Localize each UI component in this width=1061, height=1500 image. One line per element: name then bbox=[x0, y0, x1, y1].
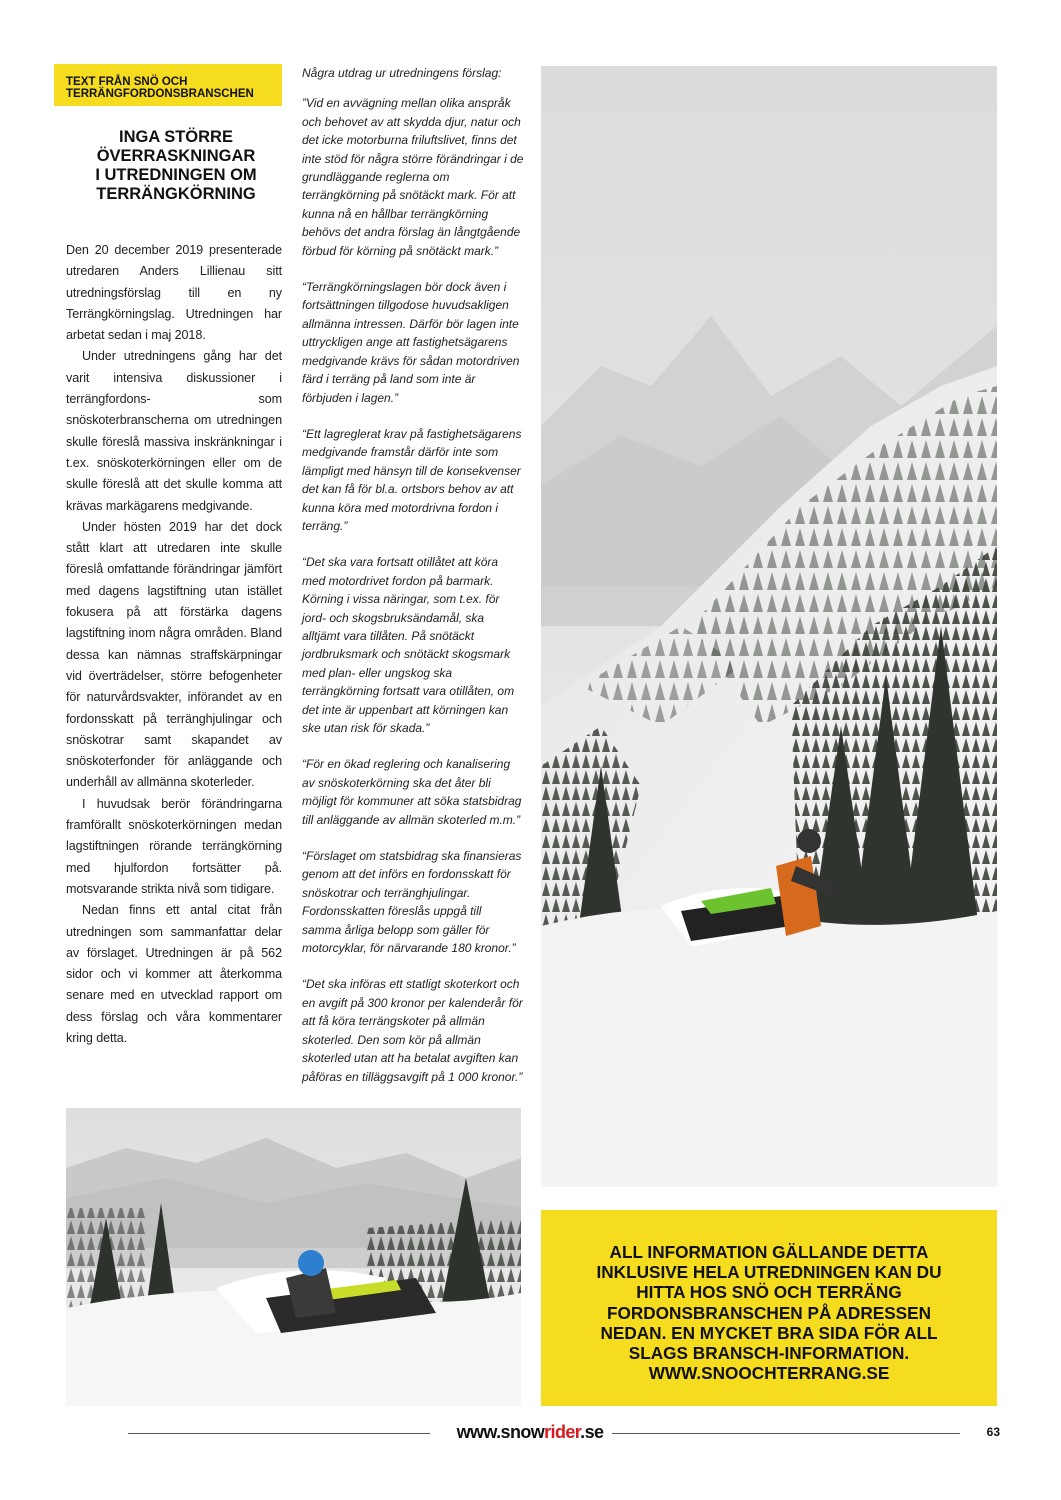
section-tag bbox=[54, 64, 282, 106]
brand-suffix: .se bbox=[580, 1422, 604, 1442]
quote-paragraph: “Det ska vara fortsatt otillåtet att köra med motordrivet fordon på barmark. Körning i vissa näringar, som t.ex. för jord- och skogsbruksändamål, ska alltjämt vara tillåten. På snötäckt jordbruksmark och snötäckt skogsmark med plan- eller ungskog ska terrängkörning fortsatt vara otillåten, om det inte är uppenbart att körningen kan ske utan risk för skada.” bbox=[302, 555, 515, 735]
section-tag-line-1: TEXT FRÅN SNÖ OCH bbox=[66, 76, 188, 88]
quotes-intro: Några utdrag ur utredningens förslag: bbox=[302, 66, 502, 80]
info-callout-text: ALL INFORMATION GÄLLANDE DETTA INKLUSIVE HELA UTREDNINGEN KAN DU HITTA HOS SNÖ OCH TERRÄNG FORDONSBRANSCHEN PÅ ADRESSEN NEDAN. EN MYCKET BRA SIDA FÖR ALL SLAGS BRANSCH-INFORMATION. WWW.SNOOCHTERRANG.SE bbox=[596, 1242, 942, 1384]
article-body bbox=[66, 240, 282, 1049]
headline-line-1: INGA STÖRRE bbox=[119, 128, 233, 146]
body-paragraph: Under hösten 2019 har det dock stått klart att utredaren inte skulle föreslå omfattande förändringar jämfört med dagens lagstiftning utan istället fokusera på att förstärka dagens lagstiftning inom några områden. Bland dessa kan nämnas straffskärpningar vid överträdelser, större befogenheter för naturvårdsvakter, införandet av en fordonsskatt på terränghjulingar och snöskotrar samt skapandet av snöskoterfonder för anläggande och underhåll av allmänna skoterleder. bbox=[66, 519, 282, 790]
brand-accent: rider bbox=[544, 1422, 581, 1442]
body-paragraph: I huvudsak berör förändringarna framförallt snöskoterkörningen medan lagstiftningen rörande terrängkörning med hjulfordon fortsätter på. motsvarande strikta nivå som tidigare. bbox=[66, 796, 282, 896]
info-callout-box bbox=[541, 1210, 997, 1406]
snowmobile-mountain-photo bbox=[541, 66, 997, 1187]
quote-paragraph: “Förslaget om statsbidrag ska finansieras genom att det införs en fordonsskatt för snöskotrar och terränghjulingar. Fordonsskatten föreslås uppgå till samma årliga belopp som gäller för motorcyklar, för närvarande 180 kronor.” bbox=[302, 849, 522, 956]
footer-brand-logo bbox=[430, 1421, 630, 1443]
headline-line-2: ÖVERRASKNINGAR bbox=[96, 147, 256, 165]
turn-photo-illustration bbox=[66, 1108, 521, 1406]
body-paragraph: Den 20 december 2019 presenterade utredaren Anders Lillienau sitt utredningsförslag till en ny Terrängkörningslag. Utredningen har arbetat sedan i maj 2018. bbox=[66, 243, 282, 343]
quote-paragraph: ”Vid en avvägning mellan olika anspråk och behovet av att skydda djur, natur och det icke motorburna friluftslivet, finns det inte stöd för några större förändringar i de grundläggande reglerna om terrängkörning på snötäckt mark. För att kunna nå en hållbar terrängkörning behövs det andra förslag än långtgående förbud för körning på snötäckt mark.” bbox=[302, 96, 524, 258]
quote-paragraph: “Terrängkörningslagen bör dock även i fortsättningen tillgodose huvudsakligen allmänna intressen. Därför bör lagen inte uttryckligen ange att fastighetsägarens medgivande krävs för sådan motordriven färd i terräng på land som inte är förbjuden i lagen.” bbox=[302, 280, 520, 405]
quote-paragraph: “För en ökad reglering och kanalisering av snöskoterkörning ska det åter bli möjligt för kommuner att söka statsbidrag till anläggande av allmän skoterled m.m.” bbox=[302, 757, 522, 827]
snowmobile-turn-photo bbox=[66, 1108, 521, 1406]
headline-line-3: I UTREDNINGEN OM bbox=[95, 166, 257, 184]
footer-rule-left bbox=[128, 1433, 430, 1434]
body-paragraph: Nedan finns ett antal citat från utredningen som sammanfattar delar av förslaget. Utredningen är på 562 sidor och vi kommer att återkomma senare med en utvecklad rapport om dess förslag och våra kommentarer kring detta. bbox=[66, 903, 282, 1045]
page-number: 63 bbox=[986, 1425, 1000, 1439]
section-tag-line-2: TERRÄNGFORDONSBRANSCHEN bbox=[66, 88, 254, 100]
quote-paragraph: “Det ska införas ett statligt skoterkort och en avgift på 300 kronor per kalenderår för att få köra terrängskoter på allmän skoterled. Den som kör på allmän skoterled utan att ha betalat avgiften kan påföras en tilläggsavgift på 1 000 kronor.” bbox=[302, 977, 523, 1084]
quote-paragraph: “Ett lagreglerat krav på fastighetsägarens medgivande framstår därför inte som lämpligt med hänsyn till de konsekvenser det kan få för bl.a. ortsbors behov av att kunna köra med motordrivna fordon i terräng.” bbox=[302, 426, 522, 533]
brand-prefix: www.snow bbox=[456, 1422, 545, 1442]
footer-rule-right bbox=[612, 1433, 960, 1434]
mountain-photo-illustration bbox=[541, 66, 997, 1187]
quotes-column bbox=[302, 64, 524, 1104]
headline-line-4: TERRÄNGKÖRNING bbox=[96, 185, 256, 203]
body-paragraph: Under utredningens gång har det varit intensiva diskussioner i terrängfordons- som snöskoterbranscherna om utredningen skulle föreslå massiva inskränkningar i t.ex. snöskoterkörningen eller om de skulle föreslå att det skulle komma att krävas markägarens medgivande. bbox=[66, 349, 282, 513]
article-headline bbox=[62, 128, 290, 204]
